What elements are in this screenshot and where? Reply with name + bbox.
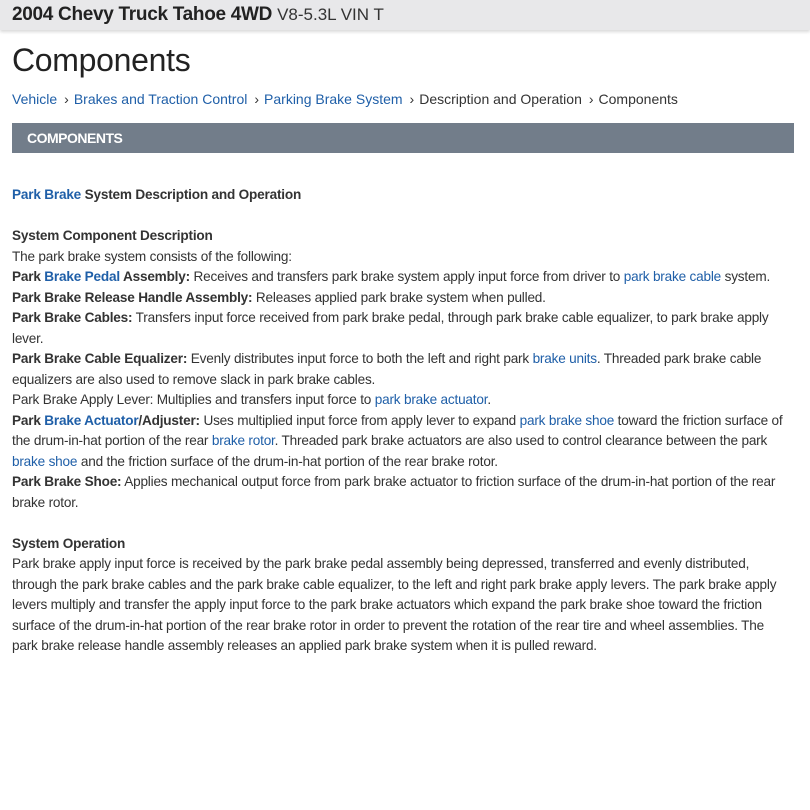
- chevron-right-icon: ›: [64, 91, 69, 107]
- bold-label: System Operation: [12, 535, 126, 551]
- bold-label: Park Brake Cable Equalizer:: [12, 351, 188, 366]
- paragraph: [12, 185, 792, 206]
- text: Park Brake Apply Lever: Multiplies and transfers input force to: [12, 392, 375, 407]
- paragraph: [12, 472, 792, 513]
- vehicle-header: [0, 0, 810, 30]
- paragraph: [12, 267, 792, 288]
- article-content: [12, 185, 792, 657]
- paragraph: [12, 288, 792, 309]
- text: Applies mechanical output force from park brake actuator to friction surface of the drum-in-hat portion of the rear brake rotor.: [12, 474, 776, 510]
- text: . Threaded park brake cable equalizers are also used to remove slack in park brake cables.: [12, 351, 762, 387]
- text: Transfers input force received from park brake pedal, through park brake cable equalizer, to park brake apply lever.: [12, 310, 769, 346]
- text: system.: [721, 269, 771, 284]
- text: The park brake system consists of the following:: [12, 248, 292, 264]
- glossary-link[interactable]: Brake Actuator: [44, 412, 139, 428]
- text: .: [487, 392, 491, 407]
- chevron-right-icon: ›: [588, 91, 594, 107]
- paragraph: [12, 534, 792, 555]
- bold-label: /Adjuster:: [138, 412, 200, 428]
- text: Releases applied park brake system when pulled.: [252, 289, 546, 305]
- glossary-link[interactable]: Park Brake: [12, 187, 82, 202]
- breadcrumb-item[interactable]: Parking Brake System: [264, 91, 403, 107]
- bold-label: Park: [12, 269, 45, 284]
- glossary-link[interactable]: brake units: [532, 351, 597, 366]
- paragraph: [12, 308, 792, 349]
- chevron-right-icon: ›: [409, 91, 415, 107]
- text: Uses multiplied input force from apply lever to expand: [199, 412, 520, 428]
- glossary-link[interactable]: Brake Pedal: [44, 269, 120, 284]
- glossary-link[interactable]: brake rotor: [211, 433, 275, 448]
- page-title: Components: [12, 42, 191, 78]
- breadcrumb-item: Components: [598, 91, 678, 107]
- paragraph: [12, 349, 792, 390]
- paragraph: [12, 247, 792, 268]
- breadcrumb-item[interactable]: Vehicle: [12, 91, 58, 107]
- spacer: [12, 206, 792, 227]
- glossary-link[interactable]: park brake actuator: [374, 392, 488, 407]
- breadcrumb-item: Description and Operation: [419, 91, 582, 107]
- bold-label: System Description and Operation: [81, 187, 302, 202]
- paragraph: [12, 390, 792, 411]
- text: Receives and transfers park brake system apply input force from driver to: [189, 269, 624, 284]
- bold-label: Park Brake Release Handle Assembly:: [12, 289, 253, 305]
- glossary-link[interactable]: park brake shoe: [519, 412, 615, 428]
- engine-spec: V8-5.3L VIN T: [277, 5, 384, 24]
- text: and the friction surface of the drum-in-hat portion of the rear brake rotor.: [77, 453, 498, 469]
- breadcrumb: [12, 91, 810, 107]
- breadcrumb-item[interactable]: Brakes and Traction Control: [73, 91, 248, 107]
- text: Park brake apply input force is received by the park brake pedal assembly being depressed, transferred and evenly distributed, through the park brake cables and the park brake cable equalizer, to the left and right park brake apply levers. The park brake apply levers multiply and transfer the apply input force to the park brake actuators which expand the park brake shoe toward the friction surface of the drum-in-hat portion of the rear brake rotor in order to prevent the rotation of the rear tire and wheel assemblies. The park brake release handle assembly releases an applied park brake system when it is pulled reward.: [12, 556, 777, 653]
- glossary-link[interactable]: brake shoe: [12, 453, 78, 469]
- glossary-link[interactable]: park brake cable: [623, 269, 722, 284]
- bold-label: Park: [12, 412, 45, 428]
- bold-label: System Component Description: [12, 228, 213, 243]
- spacer: [12, 513, 792, 534]
- chevron-right-icon: ›: [254, 91, 260, 107]
- bold-label: Park Brake Shoe:: [12, 474, 122, 489]
- vehicle-name: 2004 Chevy Truck Tahoe 4WD: [12, 4, 273, 25]
- text: Evenly distributes input force to both the left and right park: [187, 351, 533, 366]
- section-title: COMPONENTS: [27, 130, 123, 146]
- text: . Threaded park brake actuators are also used to control clearance between the park: [274, 433, 768, 448]
- bold-label: Park Brake Cables:: [12, 310, 133, 325]
- text: toward the friction surface of the drum-in-hat portion of the rear: [12, 412, 783, 448]
- section-header: [12, 123, 794, 153]
- paragraph: [12, 411, 792, 473]
- paragraph: [12, 226, 792, 247]
- bold-label: Assembly:: [119, 269, 190, 284]
- paragraph: [12, 554, 792, 657]
